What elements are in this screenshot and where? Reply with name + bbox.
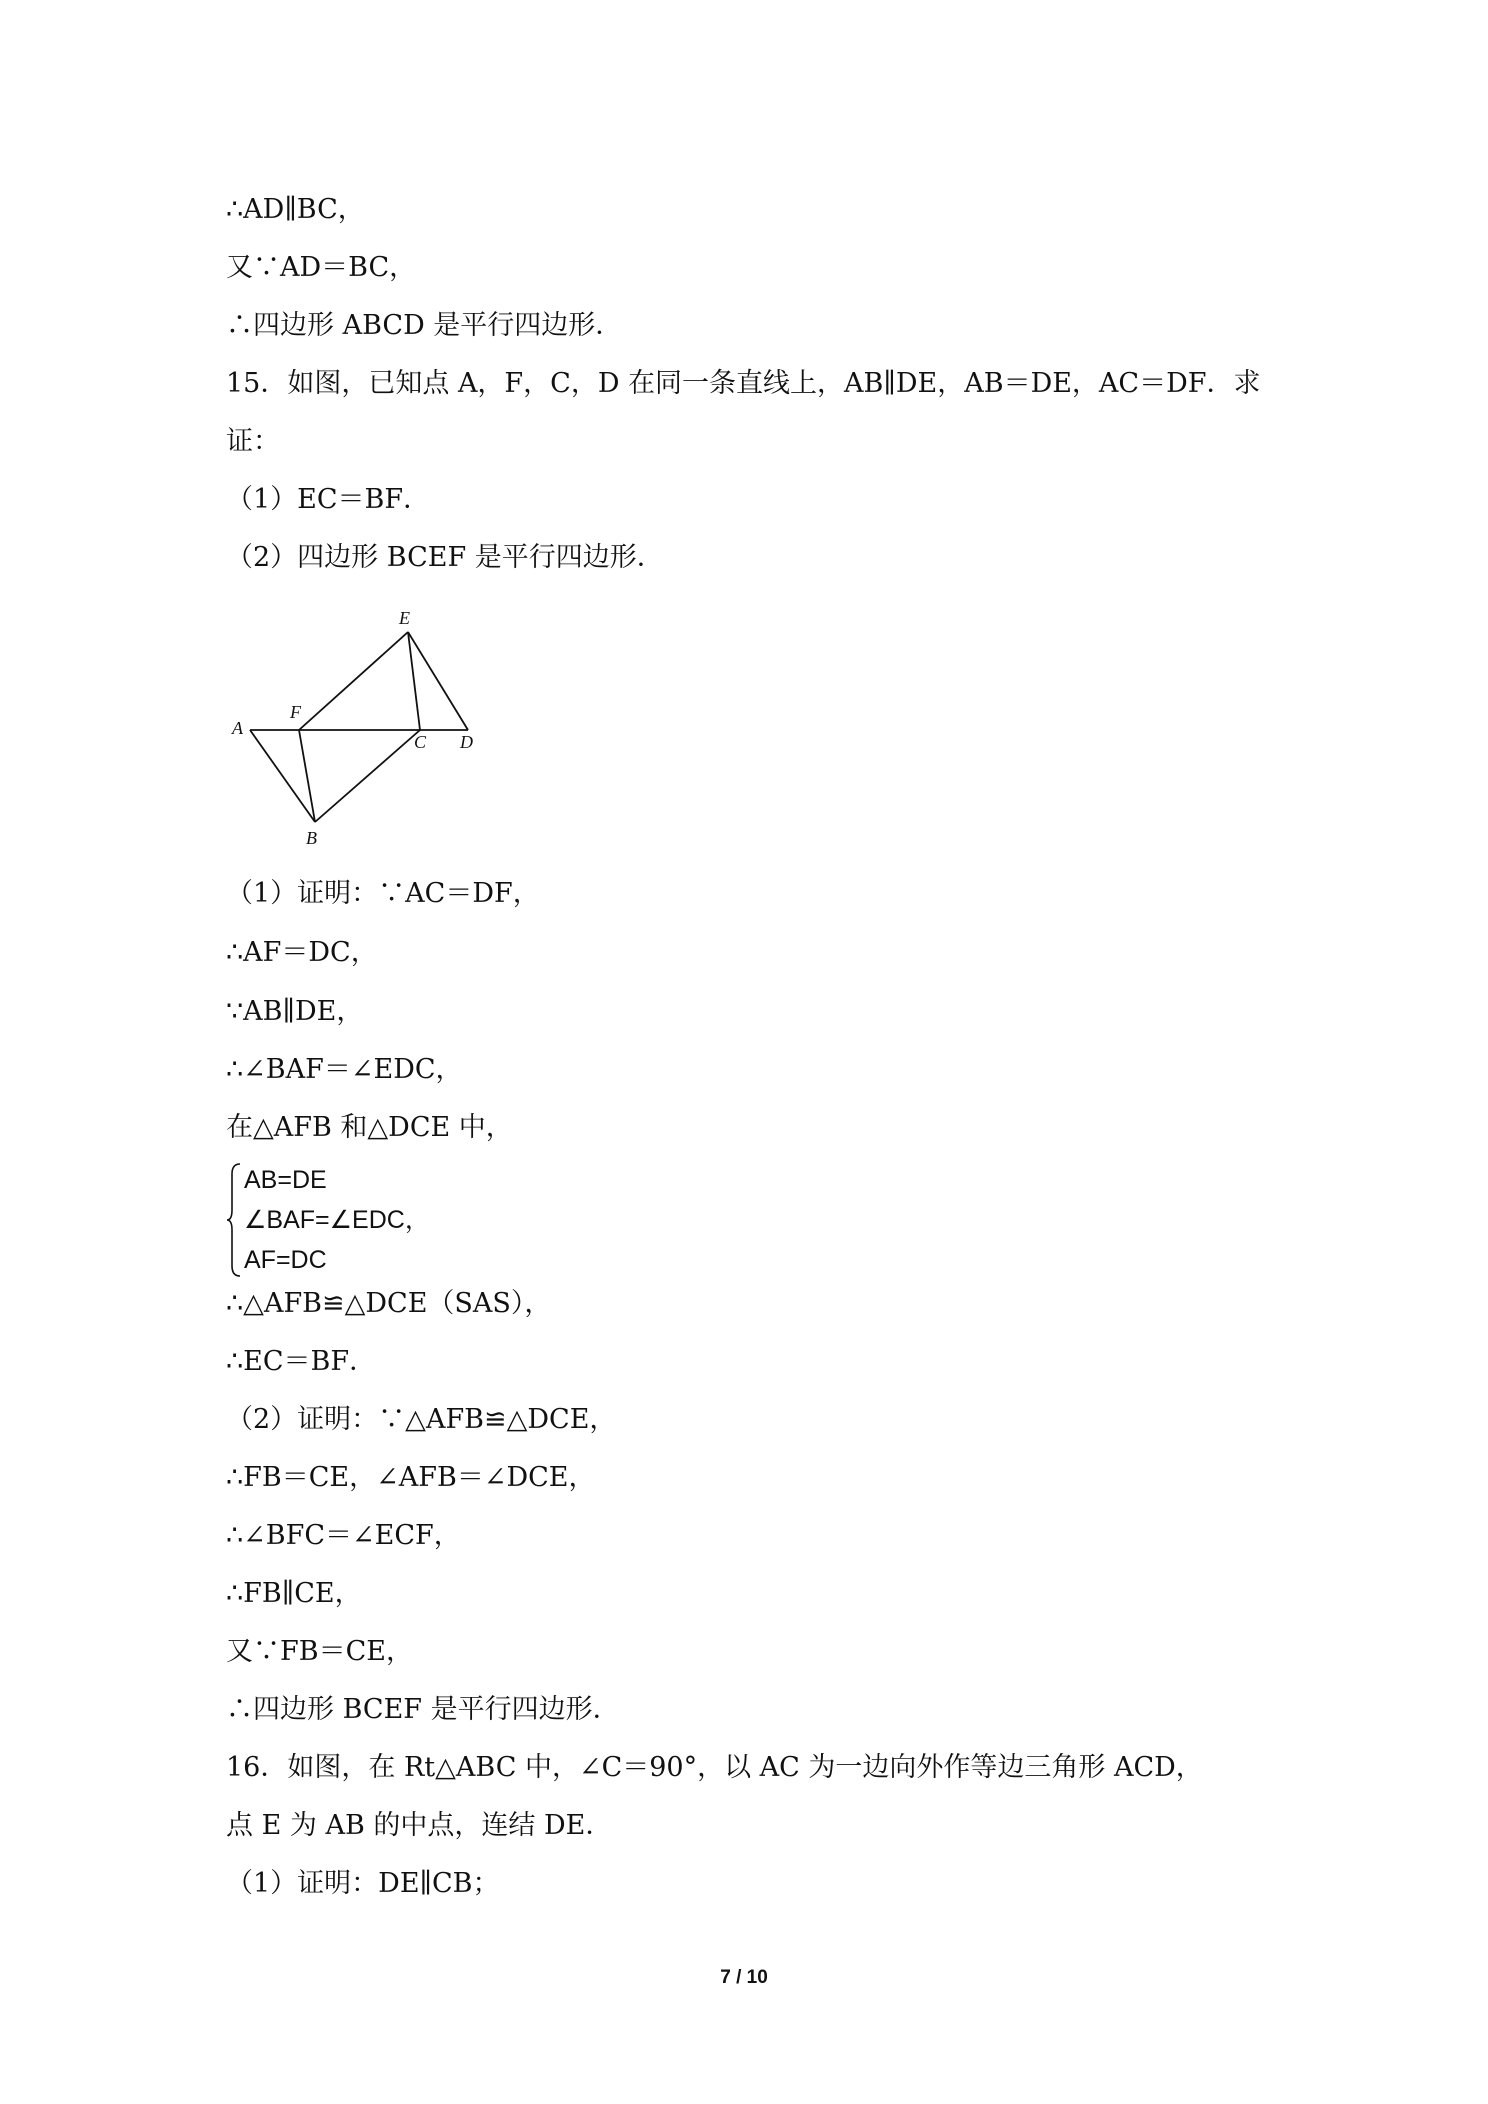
label-E: E xyxy=(399,608,410,628)
label-F: F xyxy=(290,702,301,722)
problem-16-statement: 16．如图，在 Rt△ABC 中，∠C＝90°，以 AC 为一边向外作等边三角形 ACD， xyxy=(226,1752,1203,1783)
problem-15-part-2: （2）四边形 BCEF 是平行四边形． xyxy=(226,542,664,573)
system-row-3: AF=DC xyxy=(244,1246,327,1274)
problem-15-statement: 15．如图，已知点 A，F，C，D 在同一条直线上，AB∥DE，AB＝DE，AC＝DF．求 xyxy=(226,368,1261,399)
line-1: ∴AD∥BC， xyxy=(226,194,365,225)
label-C: C xyxy=(414,732,427,752)
proof-2-line-5: 又∵FB＝CE， xyxy=(226,1636,413,1667)
proof-1-line-6: ∴△AFB≌△DCE（SAS）， xyxy=(226,1288,552,1319)
geometry-figure xyxy=(224,600,494,860)
proof-2-line-6: ∴四边形 BCEF 是平行四边形． xyxy=(226,1694,620,1725)
left-brace xyxy=(226,1160,244,1280)
problem-16-part-1: （1）证明：DE∥CB； xyxy=(226,1868,500,1899)
equation-system xyxy=(226,1160,486,1278)
proof-2-line-3: ∴∠BFC＝∠ECF， xyxy=(226,1520,461,1551)
problem-15-part-1: （1）EC＝BF． xyxy=(226,484,431,515)
problem-15-statement-cont: 证： xyxy=(226,426,280,457)
label-A: A xyxy=(232,718,243,738)
system-row-2: ∠BAF=∠EDC， xyxy=(244,1206,430,1234)
proof-2-line-2: ∴FB＝CE，∠AFB＝∠DCE， xyxy=(226,1462,596,1493)
system-row-1: AB=DE xyxy=(244,1166,327,1194)
page-number: 7 / 10 xyxy=(720,1967,768,1988)
proof-2-line-4: ∴FB∥CE， xyxy=(226,1578,362,1609)
proof-2-line-1: （2）证明：∵△AFB≌△DCE， xyxy=(226,1404,617,1435)
problem-16-statement-cont: 点 E 为 AB 的中点，连结 DE． xyxy=(226,1810,613,1841)
proof-1-line-3: ∵AB∥DE， xyxy=(226,996,364,1027)
proof-1-line-2: ∴AF＝DC， xyxy=(226,937,378,968)
proof-1-line-5: 在△AFB 和△DCE 中， xyxy=(226,1112,513,1143)
label-D: D xyxy=(460,732,473,752)
proof-1-line-4: ∴∠BAF＝∠EDC， xyxy=(226,1054,463,1085)
line-2: 又∵AD＝BC， xyxy=(226,252,417,283)
proof-1-line-1: （1）证明：∵AC＝DF， xyxy=(226,878,540,909)
line-3: ∴四边形 ABCD 是平行四边形． xyxy=(226,310,623,341)
proof-1-line-7: ∴EC＝BF． xyxy=(226,1346,377,1377)
label-B: B xyxy=(306,828,317,848)
